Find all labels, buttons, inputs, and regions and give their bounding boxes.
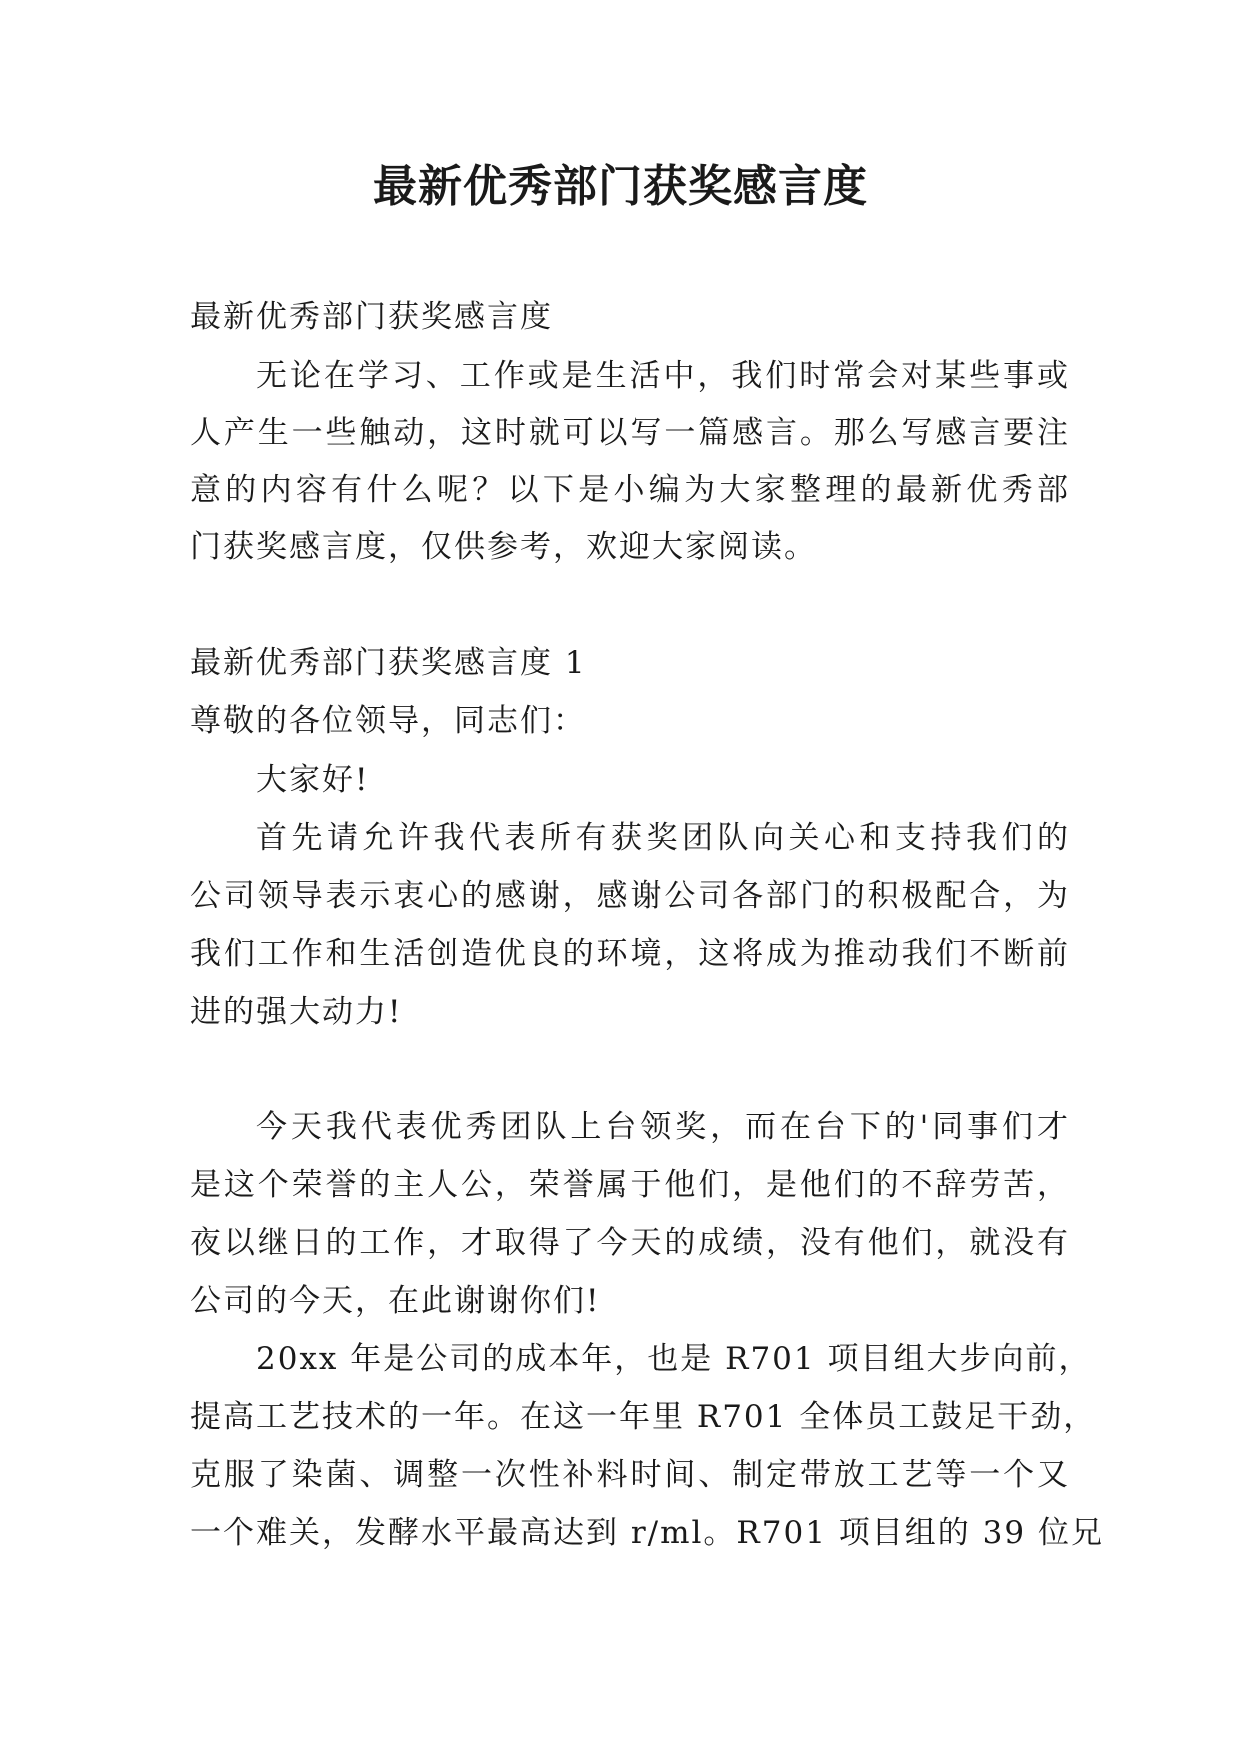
paragraph-line: 进的强大动力! — [190, 994, 403, 1030]
paragraph-line: 人产生一些触动，这时就可以写一篇感言。那么写感言要注 — [190, 415, 1070, 451]
paragraph-line: 一个难关，发酵水平最高达到 r/ml。R701 项目组的 39 位兄 — [190, 1515, 1104, 1551]
paragraph-line: 夜以继日的工作，才取得了今天的成绩，没有他们，就没有 — [190, 1225, 1070, 1261]
paragraph-line: 我们工作和生活创造优良的环境，这将成为推动我们不断前 — [190, 936, 1070, 972]
paragraph-line: 公司的今天，在此谢谢你们! — [190, 1283, 601, 1319]
paragraph-line: 克服了染菌、调整一次性补料时间、制定带放工艺等一个又 — [190, 1457, 1070, 1493]
section-heading: 最新优秀部门获奖感言度 1 — [190, 645, 587, 681]
paragraph-line: 无论在学习、工作或是生活中，我们时常会对某些事或 — [256, 358, 1070, 394]
paragraph-line: 提高工艺技术的一年。在这一年里 R701 全体员工鼓足干劲， — [190, 1399, 1097, 1435]
section-heading: 最新优秀部门获奖感言度 — [190, 299, 553, 335]
paragraph-line: 意的内容有什么呢？以下是小编为大家整理的最新优秀部 — [190, 472, 1070, 508]
document-title: 最新优秀部门获奖感言度 — [373, 161, 868, 212]
paragraph-line: 门获奖感言度，仅供参考，欢迎大家阅读。 — [190, 529, 817, 565]
paragraph-line: 首先请允许我代表所有获奖团队向关心和支持我们的 — [256, 820, 1070, 856]
paragraph-line: 公司领导表示衷心的感谢，感谢公司各部门的积极配合，为 — [190, 878, 1070, 914]
salutation: 尊敬的各位领导，同志们： — [190, 703, 586, 739]
paragraph-line: 20xx 年是公司的成本年，也是 R701 项目组大步向前， — [256, 1341, 1092, 1377]
paragraph-line: 是这个荣誉的主人公，荣誉属于他们，是他们的不辞劳苦， — [190, 1167, 1070, 1203]
greeting: 大家好! — [256, 762, 370, 798]
paragraph-line: 今天我代表优秀团队上台领奖，而在台下的'同事们才 — [256, 1109, 1070, 1145]
